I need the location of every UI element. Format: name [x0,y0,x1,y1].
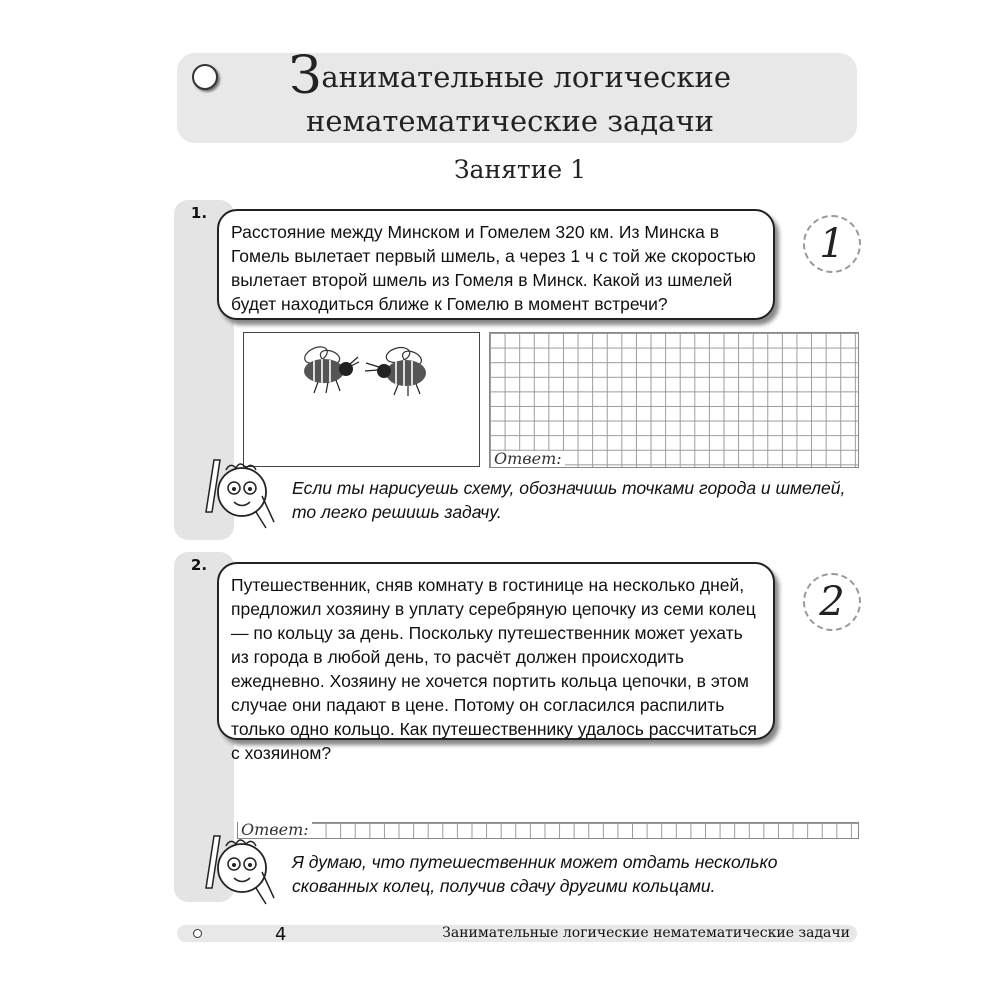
bumblebee-icon [365,345,426,396]
task-1-answer-label: Ответ: [491,451,565,467]
mascot-icon [196,828,282,908]
task-2-number-circle: 2 [803,573,861,631]
task-1-text: Расстояние между Минском и Гомелем 320 км. Из Минска в Гомель вылетает первый шмель, а через 1 ч с той же скоростью вылетает второй шмель из Гомеля в Минск. Какой из шмелей будет находиться ближе к Гомелю в момент встречи? [231,222,756,314]
mascot-icon [196,452,282,532]
task-2-answer-grid[interactable] [237,822,859,839]
task-2-number: 2. [190,556,208,574]
bumblebee-icon [302,344,359,393]
task-1-hint: Если ты нарисуешь схему, обозначишь точками города и шмелей, то легко решишь задачу. [292,478,846,522]
page-title [230,46,790,143]
task-1-number-circle: 1 [803,215,861,273]
task-1-picture-box [243,332,480,467]
page-title-line-1 [230,46,790,106]
lesson-title: Занятие 1 [453,155,587,184]
title-initial-letter: З [288,46,322,106]
task-1-number: 1. [190,204,208,222]
title-line-1-text: анимательные логические [321,60,731,94]
task-2-answer-label: Ответ: [238,822,312,838]
page-number: 4 [275,924,287,945]
task-1-answer-grid[interactable] [489,332,859,468]
task-1-question-box [217,209,775,320]
binder-hole-icon [192,64,218,90]
task-2-text: Путешественник, сняв комнату в гостинице на несколько дней, предложил хозяину в уплату серебряную цепочку из семи колец — по кольцу за день. Поскольку путешественник может уехать из города в любой день, то расчёт должен происходить ежедневно. Хозяину не хочется портить кольца цепочки, в этом случае они падают в цене. Потому он согласился распилить только одно кольцо. Как путешественнику удалось рассчитаться с хозяином? [231,575,757,763]
footer-hole-icon [193,929,202,938]
bumblebees-illustration [244,333,479,466]
running-title: Занимательные логические нематематические задачи [442,925,850,941]
page-title-line-2: нематематические задачи [306,104,714,138]
task-2-hint: Я думаю, что путешественник может отдать несколько скованных колец, получив сдачу другими кольцами. [292,852,778,896]
task-2-question-box [217,562,775,763]
